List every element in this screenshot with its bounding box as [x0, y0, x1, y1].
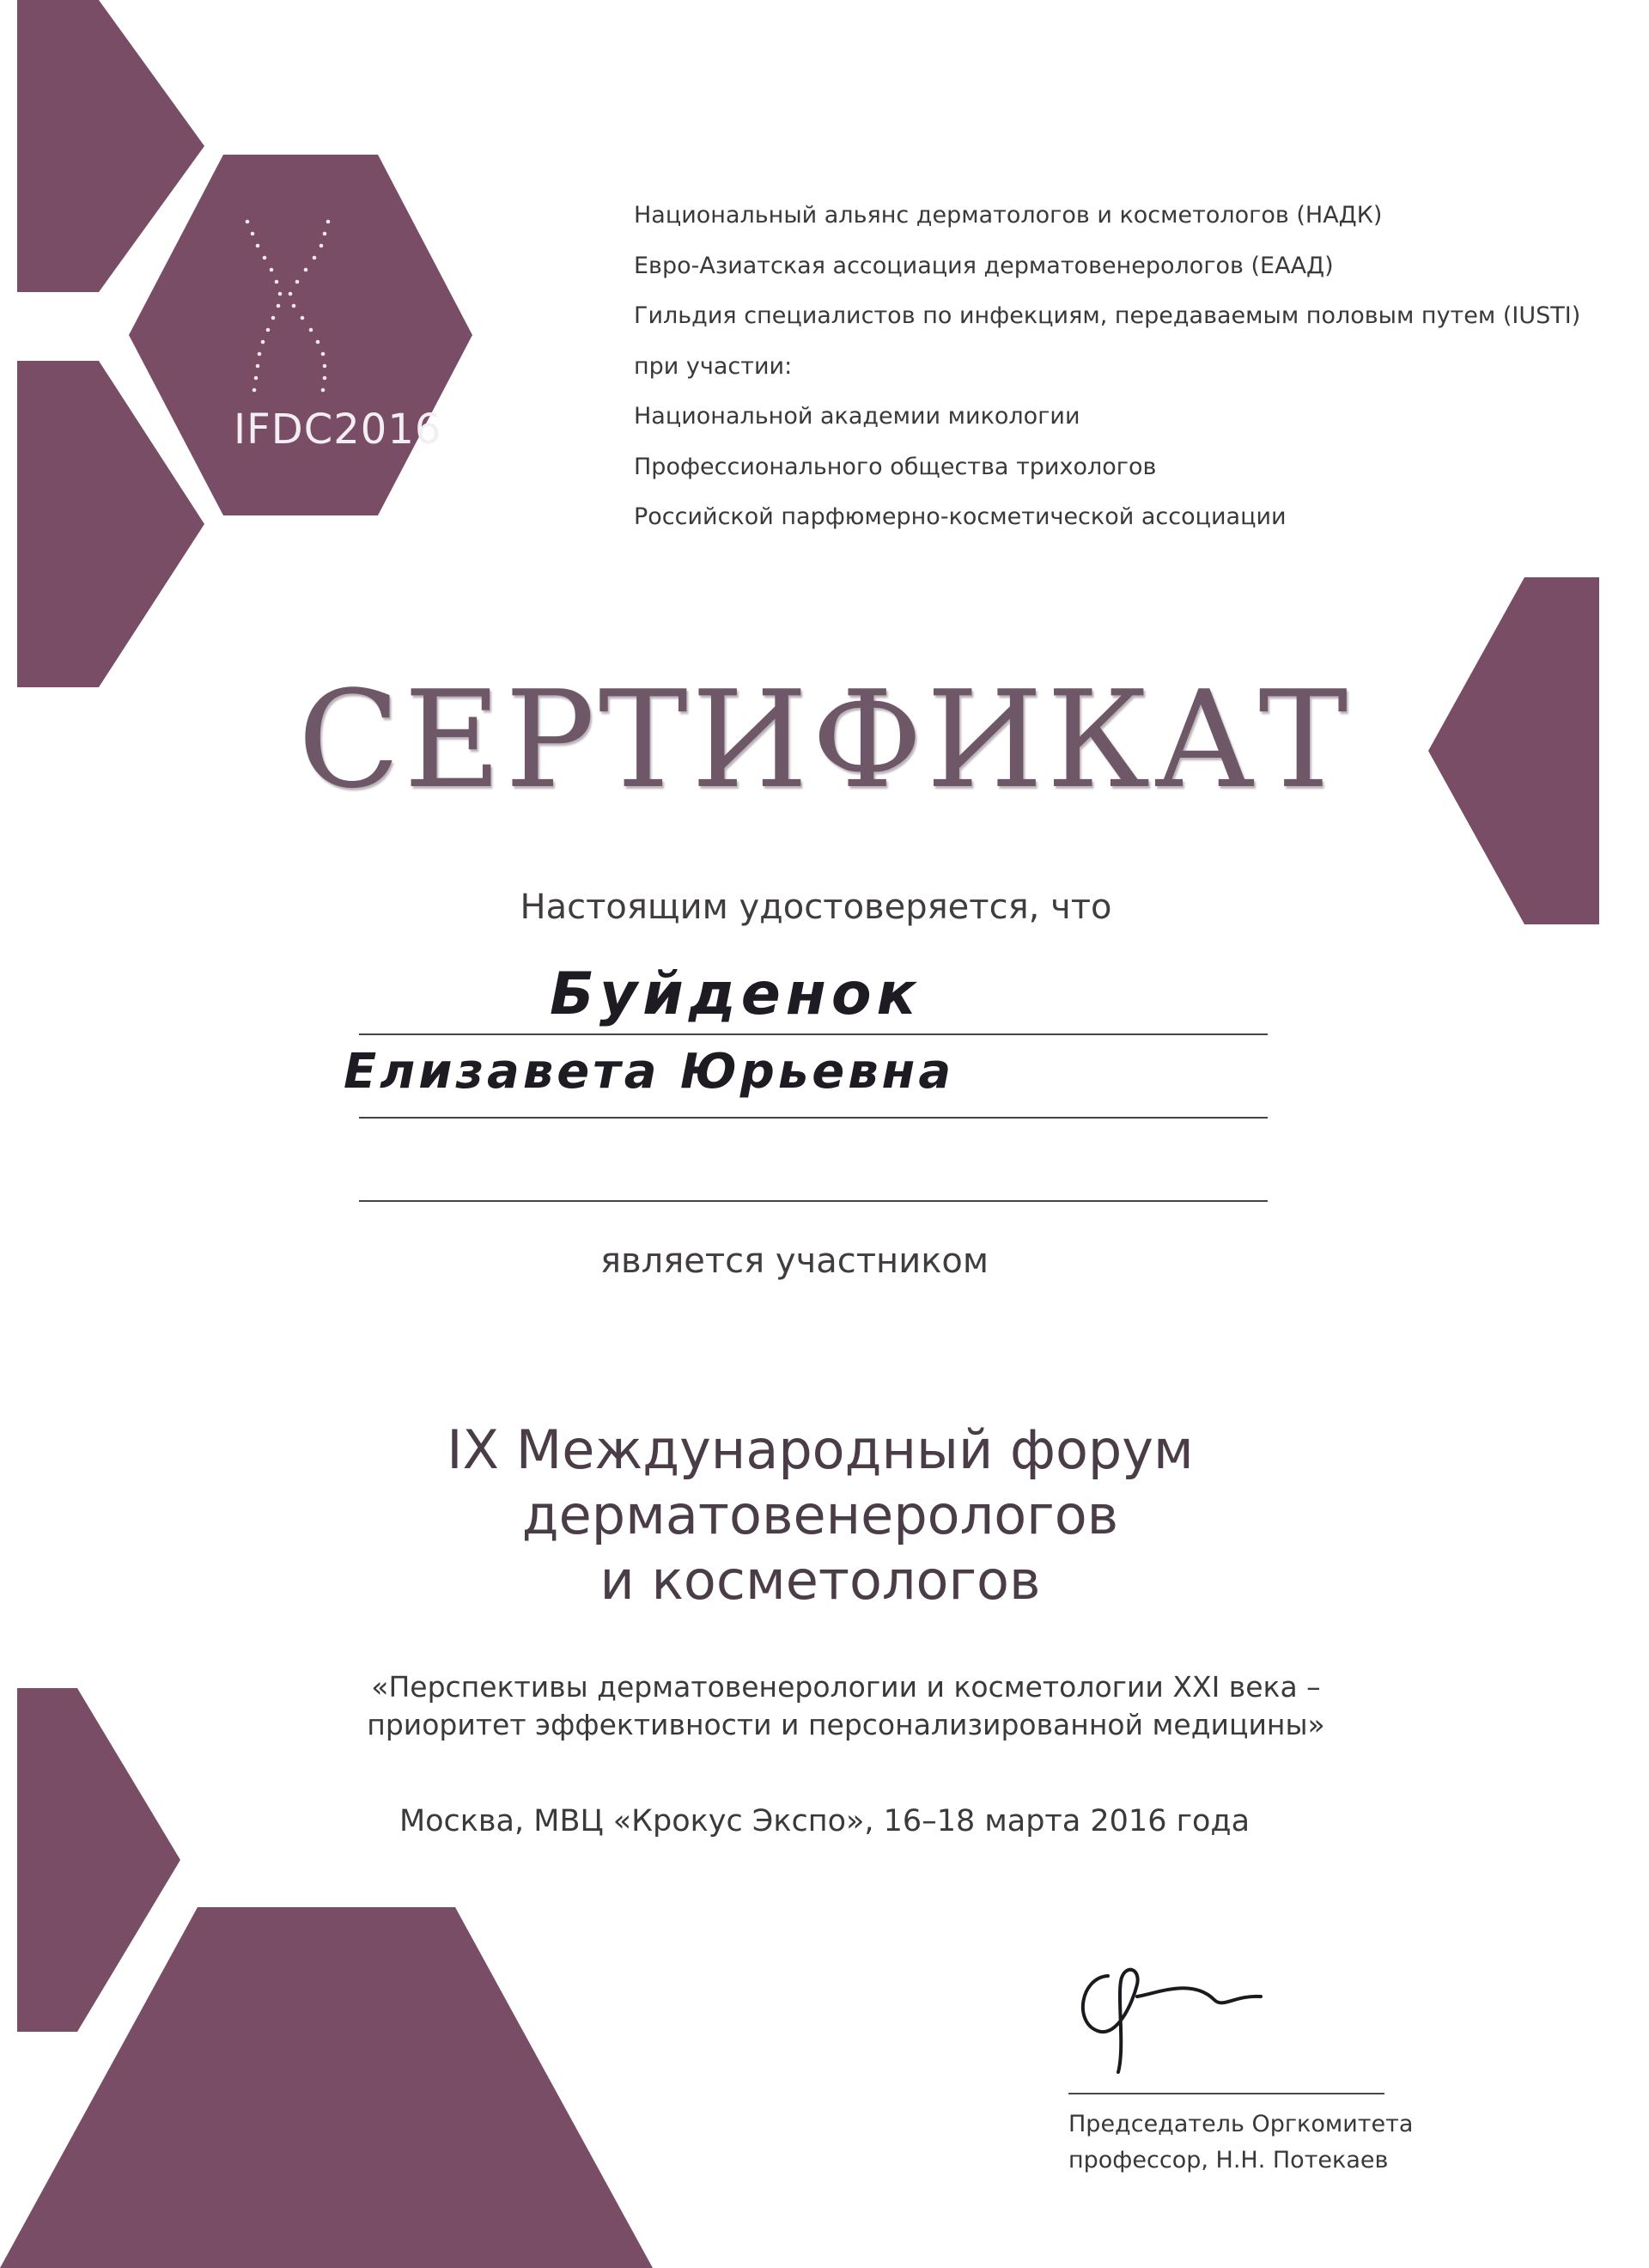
name-underline-2: [359, 1117, 1268, 1119]
forum-title: [301, 1418, 1340, 1613]
handwritten-signature: [1063, 1943, 1269, 2081]
dotted-hourglass-icon: [232, 215, 455, 404]
venue-date: Москва, МВЦ «Крокус Экспо», 16–18 марта 2016 года: [399, 1804, 1250, 1838]
participant-given-name: Елизавета Юрьевна: [344, 1044, 955, 1100]
forum-title-line: и косметологов: [599, 1549, 1041, 1612]
certify-text: Настоящим удостоверяется, что: [520, 887, 1112, 927]
participant-text: является участником: [599, 1241, 989, 1281]
forum-topic-line: приоритет эффективности и персонализированной медицины»: [367, 1708, 1325, 1741]
participant-surname: Буйденок: [550, 960, 922, 1028]
organizer-line: Национальный альянс дерматологов и косметологов (НАДК): [634, 202, 1383, 229]
chairman-name: профессор, Н.Н. Потекаев: [1068, 2147, 1389, 2174]
organizer-line: Национальной академии микологии: [634, 403, 1080, 430]
organizer-line: Гильдия специалистов по инфекциям, передаваемым половым путем (IUSTI): [634, 302, 1581, 329]
hexagon-bottom-left-1: [17, 1688, 180, 2032]
name-underline-1: [359, 1033, 1268, 1035]
organizer-line: Российской парфюмерно-косметической ассоциации: [634, 503, 1287, 530]
logo-text: IFDC2016: [234, 405, 442, 454]
certificate-title: СЕРТИФИКАТ: [297, 662, 1352, 818]
forum-topic: [240, 1668, 1451, 1744]
organizer-line: при участии:: [634, 352, 793, 380]
chairman-position: Председатель Оргкомитета: [1068, 2111, 1414, 2137]
name-underline-3: [359, 1200, 1268, 1202]
chairman-block: [1068, 2106, 1413, 2179]
ifdc-logo: [232, 215, 455, 472]
forum-topic-line: «Перспективы дерматовенерологии и косметологии XXI века –: [371, 1670, 1321, 1704]
forum-title-line: IX Международный форум: [447, 1418, 1194, 1481]
organizers-list: [634, 191, 1596, 543]
organizer-line: Евро-Азиатская ассоциация дерматовенерологов (ЕААД): [634, 252, 1334, 279]
organizer-line: Профессионального общества трихологов: [634, 453, 1157, 480]
forum-title-line: дерматовенерологов: [521, 1484, 1119, 1546]
signature-line: [1068, 2093, 1384, 2094]
